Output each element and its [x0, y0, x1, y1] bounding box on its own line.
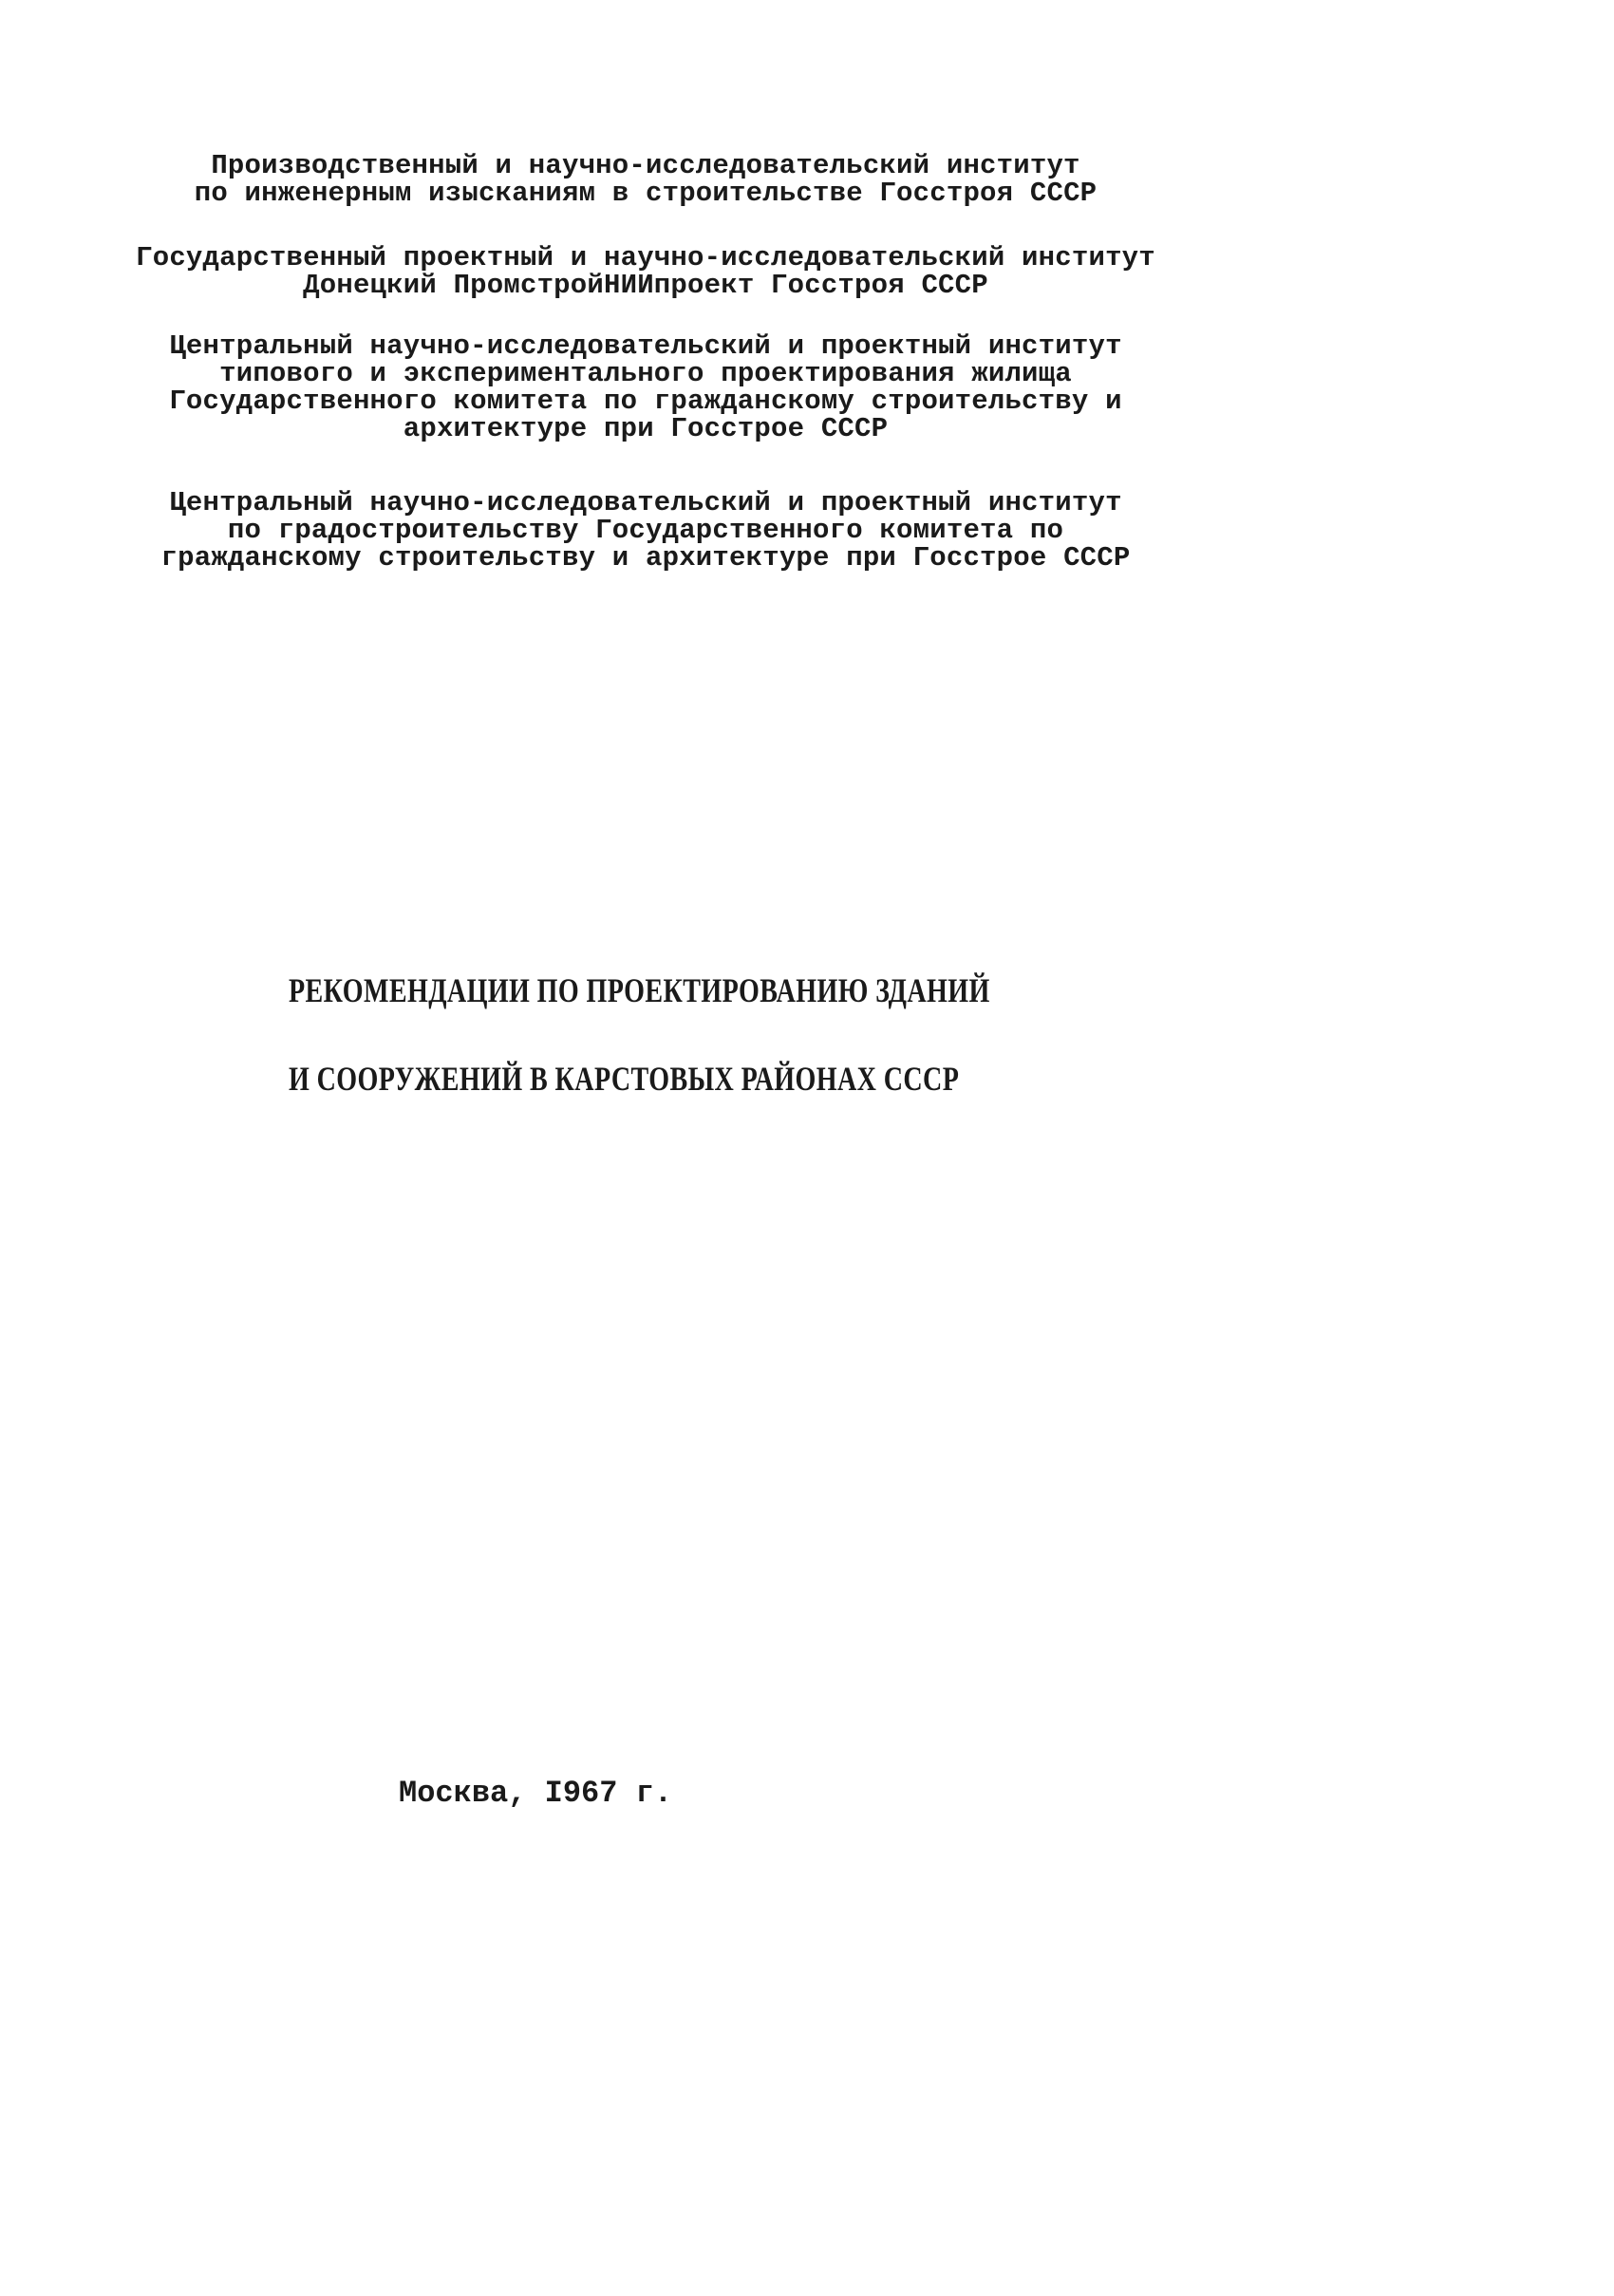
organization-4 — [57, 489, 1234, 572]
organization-4-line-1: Центральный научно-исследовательский и проектный институт — [169, 487, 1122, 518]
document-title-line-2: И СООРУЖЕНИЙ В КАРСТОВЫХ РАЙОНАХ СССР — [289, 1060, 960, 1098]
organization-1-line-2: по инженерным изысканиям в строительстве Госстроя СССР — [194, 178, 1098, 209]
organization-4-line-3: гражданскому строительству и архитектуре при Госстрое СССР — [160, 542, 1131, 574]
organization-3-line-1: Центральный научно-исследовательский и проектный институт — [169, 330, 1122, 362]
publication-place-date: Москва, I967 г. — [399, 1776, 673, 1811]
organization-1 — [57, 152, 1234, 207]
organization-4-line-2: по градостроительству Государственного комитета по — [227, 515, 1064, 546]
organization-3 — [57, 332, 1234, 442]
organization-3-line-3: Государственного комитета по гражданскому строительству и — [169, 386, 1122, 417]
organization-2-line-2: Донецкий ПромстройНИИпроект Госстроя СССР — [303, 270, 988, 301]
document-title-line-1: РЕКОМЕНДАЦИИ ПО ПРОЕКТИРОВАНИЮ ЗДАНИЙ — [289, 971, 990, 1009]
organization-2 — [57, 244, 1234, 299]
organization-3-line-4: архитектуре при Госстрое СССР — [403, 413, 889, 444]
document-title — [289, 973, 990, 1096]
organization-1-line-1: Производственный и научно-исследовательский институт — [211, 150, 1080, 181]
organization-3-line-2: типового и экспериментального проектирования жилища — [219, 358, 1072, 389]
organization-2-line-1: Государственный проектный и научно-исследовательский институт — [136, 242, 1155, 273]
